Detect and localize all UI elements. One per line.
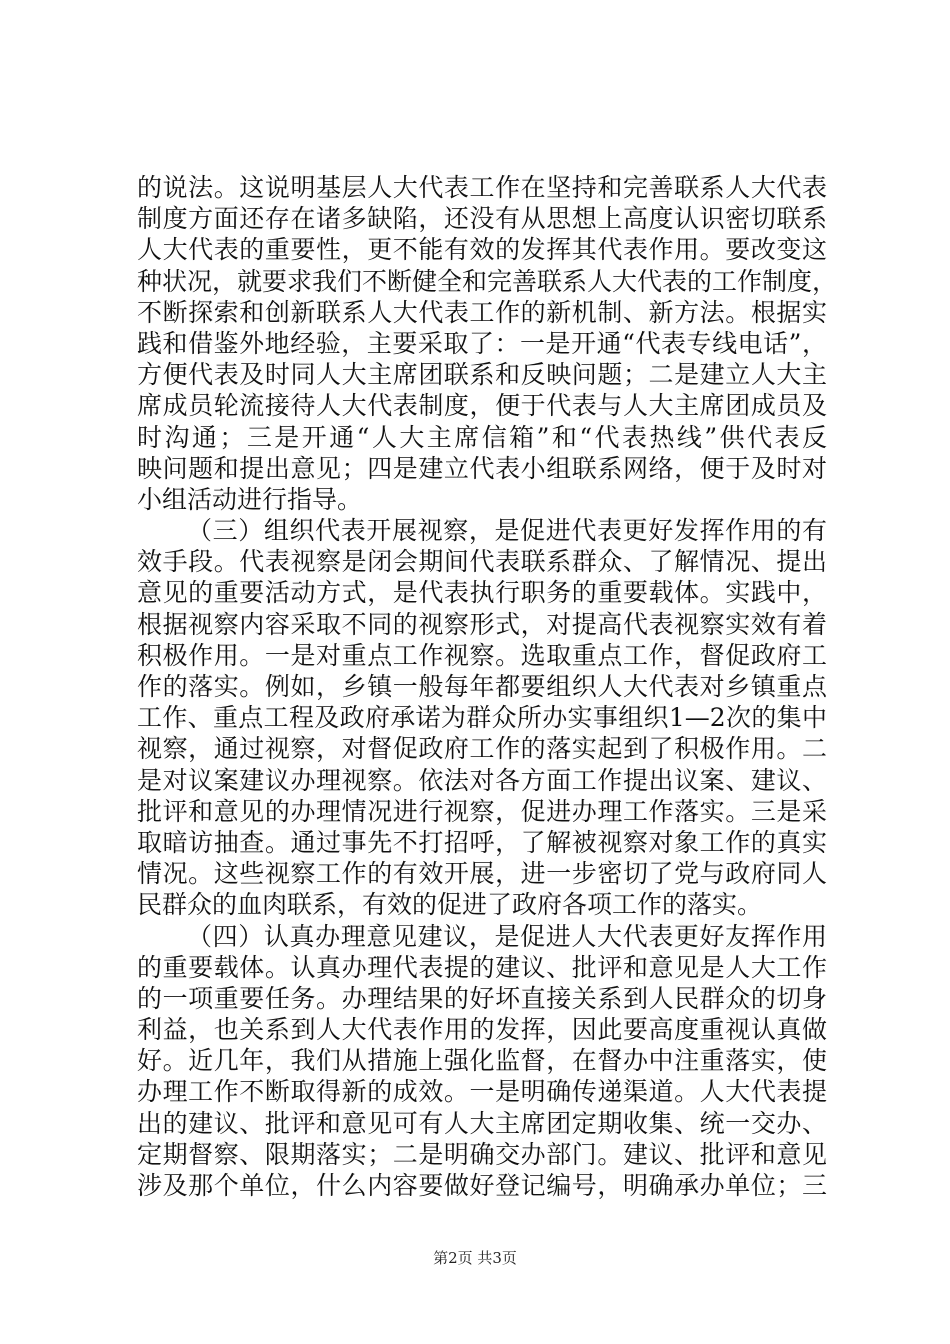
text-line: 效手段。代表视察是闭会期间代表联系群众、了解情况、提出	[137, 547, 827, 577]
text-line: 涉及那个单位，什么内容要做好登记编号，明确承办单位；三	[137, 1171, 827, 1200]
text-line: 席成员轮流接待人大代表制度，便于代表与人大主席团成员及	[137, 391, 827, 421]
text-line: 的一项重要任务。办理结果的好坏直接关系到人民群众的切身	[137, 983, 827, 1013]
text-line: 意见的重要活动方式，是代表执行职务的重要载体。实践中，	[137, 578, 827, 608]
text-line: 映问题和提出意见；四是建立代表小组联系网络，便于及时对	[137, 453, 827, 483]
text-line: 的说法。这说明基层人大代表工作在坚持和完善联系人大代表	[137, 173, 827, 202]
text-line: （三）组织代表开展视察，是促进代表更好发挥作用的有	[187, 516, 827, 546]
text-line: 是对议案建议办理视察。依法对各方面工作提出议案、建议、	[137, 765, 827, 795]
text-line: 人大代表的重要性，更不能有效的发挥其代表作用。要改变这	[137, 235, 827, 265]
text-line: 取暗访抽查。通过事先不打招呼，了解被视察对象工作的真实	[137, 827, 827, 857]
text-line: 定期督察、限期落实；二是明确交办部门。建议、批评和意见	[137, 1139, 827, 1169]
text-line: 利益，也关系到人大代表作用的发挥，因此要高度重视认真做	[137, 1015, 827, 1045]
document-body	[137, 172, 838, 1201]
page-footer: 第2页 共3页	[433, 1249, 517, 1267]
text-line: （四）认真办理意见建议，是促进人大代表更好友挥作用	[187, 921, 827, 951]
text-line: 种状况，就要求我们不断健全和完善联系人大代表的工作制度，	[137, 266, 838, 296]
text-line: 批评和意见的办理情况进行视察，促进办理工作落实。三是采	[137, 796, 827, 826]
text-line: 作的落实。例如，乡镇一般每年都要组织人大代表对乡镇重点	[137, 672, 827, 701]
text-line: 不断探索和创新联系人大代表工作的新机制、新方法。根据实	[137, 297, 827, 327]
text-line: 情况。这些视察工作的有效开展，进一步密切了党与政府同人	[137, 859, 827, 889]
text-line: 工作、重点工程及政府承诺为群众所办实事组织1—2次的集中	[137, 703, 827, 733]
text-line: 时沟通；三是开通“人大主席信箱”和“代表热线”供代表反	[137, 422, 827, 452]
text-line: 制度方面还存在诸多缺陷，还没有从思想上高度认识密切联系	[137, 204, 827, 234]
text-line: 根据视察内容采取不同的视察形式，对提高代表视察实效有着	[137, 609, 827, 639]
text-line: 方便代表及时同人大主席团联系和反映问题；二是建立人大主	[137, 360, 827, 390]
text-line: 视察，通过视察，对督促政府工作的落实起到了积极作用。二	[137, 734, 827, 764]
text-line: 积极作用。一是对重点工作视察。选取重点工作，督促政府工	[137, 640, 827, 670]
text-line: 出的建议、批评和意见可有人大主席团定期收集、统一交办、	[137, 1108, 827, 1138]
text-line: 小组活动进行指导。	[137, 484, 363, 514]
text-line: 民群众的血肉联系，有效的促进了政府各项工作的落实。	[137, 890, 763, 920]
text-line: 办理工作不断取得新的成效。一是明确传递渠道。人大代表提	[137, 1077, 827, 1107]
text-line: 好。近几年，我们从措施上强化监督，在督办中注重落实，使	[137, 1046, 827, 1076]
text-line: 的重要载体。认真办理代表提的建议、批评和意见是人大工作	[137, 952, 827, 982]
text-line: 践和借鉴外地经验，主要采取了：一是开通“代表专线电话”，	[137, 328, 827, 358]
